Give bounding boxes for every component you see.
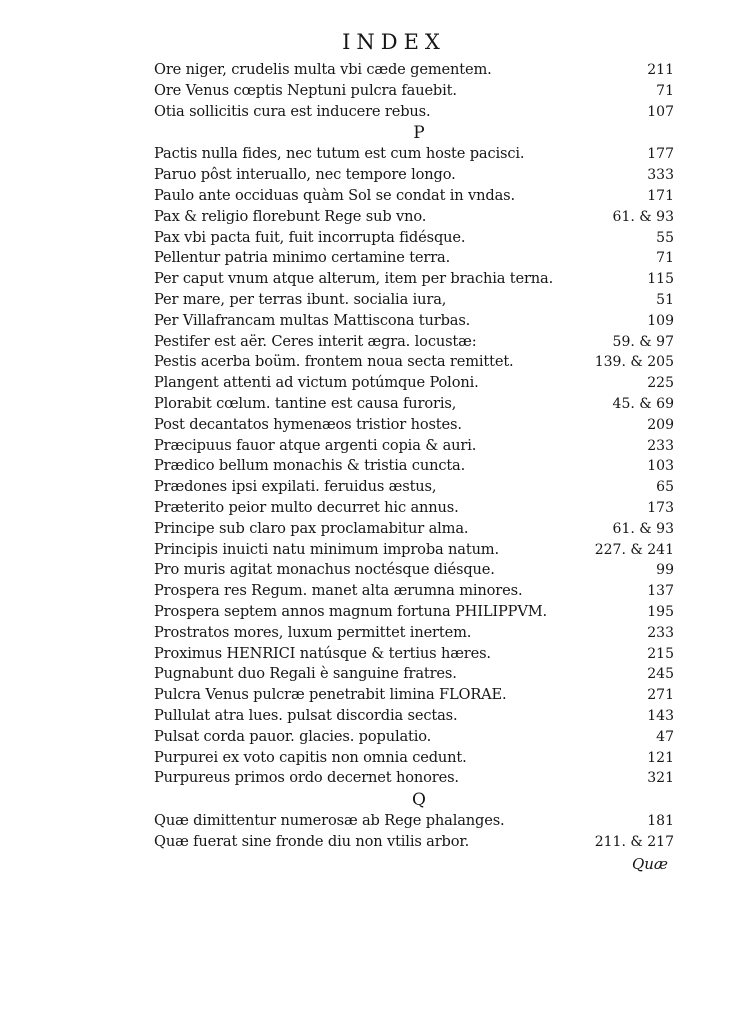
index-entry	[154, 207, 674, 228]
entry-page-number: 211	[647, 62, 674, 78]
entry-page-number: 271	[647, 687, 674, 704]
entry-text: Ore Venus cœptis Neptuni pulcra fauebit.	[154, 81, 457, 99]
entry-text: Post decantatos hymenæos tristior hostes.	[154, 415, 462, 433]
entry-text: Purpurei ex voto capitis non omnia cedunt.	[154, 748, 467, 766]
page-heading: INDEX	[342, 30, 446, 54]
index-entry	[154, 228, 674, 249]
entry-page-number: 115	[647, 271, 674, 288]
index-entry	[154, 81, 674, 102]
entry-text: Per mare, per terras ibunt. socialia iura,	[154, 290, 447, 308]
index-entry	[154, 144, 674, 165]
entry-text: Pax vbi pacta fuit, fuit incorrupta fidésque.	[154, 228, 466, 246]
entry-text: Pugnabunt duo Regali è sanguine fratres.	[154, 665, 457, 683]
entry-text: Principe sub claro pax proclamabitur alma.	[154, 519, 469, 537]
index-entry	[154, 373, 674, 394]
entry-text: Per Villafrancam multas Mattiscona turbas.	[154, 311, 471, 329]
entry-text: Pulcra Venus pulcræ penetrabit limina FLORAE.	[154, 686, 507, 704]
index-entry	[154, 540, 674, 561]
entry-page-number: 71	[656, 82, 674, 99]
entry-text: Pactis nulla fides, nec tutum est cum hoste pacisci.	[154, 145, 525, 163]
entry-page-number: 55	[656, 229, 674, 246]
entry-page-number: 171	[647, 187, 674, 204]
entry-text: Præcipuus fauor atque argenti copia & auri.	[154, 436, 477, 454]
entry-page-number: 245	[647, 666, 674, 683]
index-entry	[154, 498, 674, 519]
entry-text: Plorabit cœlum. tantine est causa furoris,	[154, 394, 457, 412]
entry-page-number: 215	[647, 645, 674, 662]
index-entry	[154, 706, 674, 727]
entry-page-number: 45. & 69	[612, 395, 674, 412]
index-entry	[154, 519, 674, 540]
entry-page-number: 143	[647, 707, 674, 724]
index-entry	[154, 727, 674, 748]
entry-text: Pax & religio florebunt Rege sub vno.	[154, 207, 427, 225]
index-entry	[154, 60, 674, 81]
catchword: Quæ	[631, 854, 668, 873]
entry-page-number: 139. & 205	[594, 354, 674, 371]
entry-text: Pestis acerba boüm. frontem noua secta remittet.	[154, 353, 514, 371]
index-entry	[154, 186, 674, 207]
entry-text: Per caput vnum atque alterum, item per brachia terna.	[154, 270, 554, 288]
entry-text: Principis inuicti natu minimum improba natum.	[154, 540, 499, 558]
entry-page-number: 209	[647, 416, 674, 433]
entry-page-number: 233	[647, 437, 674, 454]
index-entry	[154, 748, 674, 769]
index-entry	[154, 248, 674, 269]
entry-text: Prospera res Regum. manet alta ærumna minores.	[154, 582, 523, 600]
index-entry	[154, 477, 674, 498]
index-entry	[154, 602, 674, 623]
entry-text: Prospera septem annos magnum fortuna PHILIPPVM.	[154, 602, 548, 620]
index-entry	[154, 332, 674, 353]
entries-q	[154, 811, 674, 853]
entry-text: Plangent attenti ad victum potúmque Poloni.	[154, 374, 479, 392]
index-entry	[154, 581, 674, 602]
entry-page-number: 99	[656, 562, 674, 579]
entry-text: Prædico bellum monachis & tristia cuncta.	[154, 457, 466, 475]
index-entry	[154, 644, 674, 665]
entry-text: Proximus HENRICI natúsque & tertius hæres.	[154, 644, 491, 662]
entry-page-number: 71	[656, 250, 674, 267]
entry-text: Ore niger, crudelis multa vbi cæde gementem.	[154, 61, 492, 78]
index-entry	[154, 352, 674, 373]
entry-page-number: 233	[647, 624, 674, 641]
index-entry	[154, 456, 674, 477]
section-letter-p: P	[413, 123, 425, 144]
entry-text: Pulsat corda pauor. glacies. populatio.	[154, 727, 432, 745]
index-entry	[154, 685, 674, 706]
index-entry	[154, 664, 674, 685]
index-entry	[154, 102, 674, 123]
entry-page-number: 321	[647, 770, 674, 787]
entry-page-number: 225	[647, 375, 674, 392]
entry-text: Pellentur patria minimo certamine terra.	[154, 249, 451, 267]
entries-o	[154, 60, 674, 122]
entries-p	[154, 144, 674, 789]
entry-page-number: 109	[647, 312, 674, 329]
entry-page-number: 65	[656, 479, 674, 496]
index-entry	[154, 768, 674, 789]
entry-text: Prostratos mores, luxum permittet inertem.	[154, 623, 472, 641]
entry-text: Paruo pôst interuallo, nec tempore longo.	[154, 166, 456, 184]
index-entries	[154, 60, 674, 875]
entry-page-number: 103	[647, 458, 674, 475]
index-entry	[154, 832, 674, 853]
entry-text: Pullulat atra lues. pulsat discordia sectas.	[154, 706, 458, 724]
entry-text: Paulo ante occiduas quàm Sol se condat in vndas.	[154, 186, 515, 204]
section-letter-q: Q	[412, 790, 426, 811]
entry-page-number: 181	[647, 813, 674, 830]
entry-page-number: 227. & 241	[594, 541, 674, 558]
entry-text: Prædones ipsi expilati. feruidus æstus,	[154, 478, 437, 496]
entry-page-number: 177	[647, 146, 674, 163]
index-entry	[154, 269, 674, 290]
entry-page-number: 173	[647, 499, 674, 516]
entry-page-number: 121	[647, 749, 674, 766]
index-entry	[154, 436, 674, 457]
index-entry	[154, 311, 674, 332]
entry-text: Pro muris agitat monachus noctésque diésque.	[154, 561, 495, 579]
entry-text: Præterito peior multo decurret hic annus.	[154, 498, 459, 516]
index-entry	[154, 623, 674, 644]
entry-page-number: 137	[647, 583, 674, 600]
entry-page-number: 61. & 93	[612, 520, 674, 537]
entry-text: Otia sollicitis cura est inducere rebus.	[154, 102, 431, 120]
entry-page-number: 47	[656, 728, 674, 745]
index-entry	[154, 290, 674, 311]
entry-page-number: 51	[656, 291, 674, 308]
index-entry	[154, 394, 674, 415]
entry-text: Pestifer est aër. Ceres interit ægra. locustæ:	[154, 332, 477, 350]
entry-page-number: 333	[647, 167, 674, 184]
entry-page-number: 61. & 93	[612, 208, 674, 225]
entry-page-number: 59. & 97	[612, 333, 674, 350]
entry-page-number: 195	[647, 603, 674, 620]
index-entry	[154, 560, 674, 581]
entry-page-number: 211. & 217	[594, 833, 674, 850]
entry-text: Quæ dimittentur numerosæ ab Rege phalanges.	[154, 812, 505, 830]
index-entry	[154, 415, 674, 436]
entry-text: Purpureus primos ordo decernet honores.	[154, 769, 459, 787]
index-entry	[154, 165, 674, 186]
entry-page-number: 107	[647, 103, 674, 120]
entry-text: Quæ fuerat sine fronde diu non vtilis arbor.	[154, 832, 470, 850]
index-entry	[154, 811, 674, 832]
